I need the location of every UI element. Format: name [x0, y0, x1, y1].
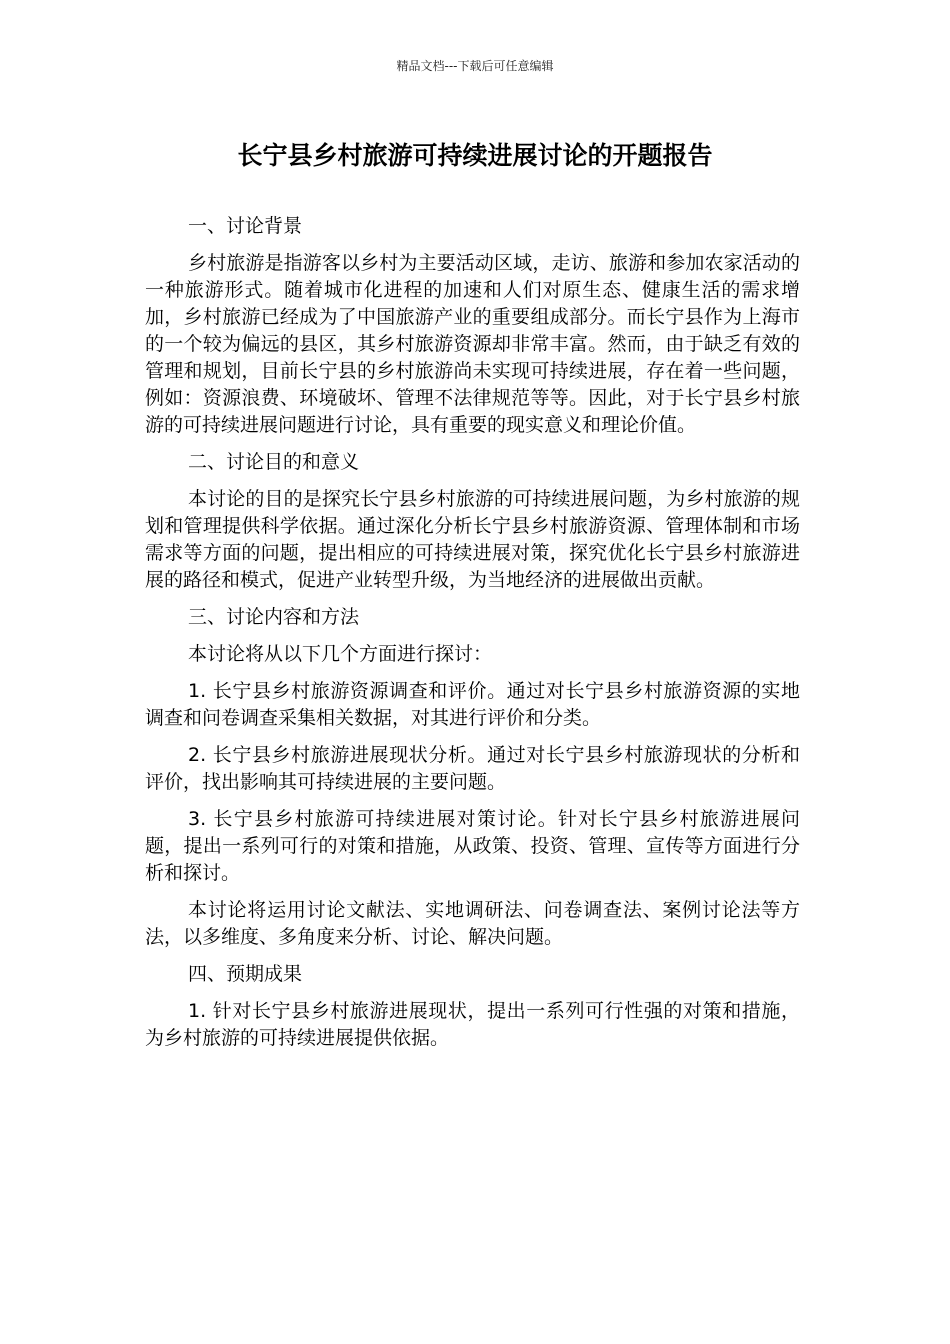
paragraph-background: 乡村旅游是指游客以乡村为主要活动区域，走访、旅游和参加农家活动的一种旅游形式。随着城市化进程的加速和人们对原生态、健康生活的需求增加，乡村旅游已经成为了中国旅游产业的重要组成部分。而长宁县作为上海市的一个较为偏远的县区，其乡村旅游资源却非常丰富。然而，由于缺乏有效的管理和规划，目前长宁县的乡村旅游尚未实现可持续进展，存在着一些问题，例如：资源浪费、环境破坏、管理不法律规范等等。因此，对于长宁县乡村旅游的可持续进展问题进行讨论，具有重要的现实意义和理论价值。 — [145, 252, 800, 436]
list-item-3: 3. 长宁县乡村旅游可持续进展对策讨论。针对长宁县乡村旅游进展问题，提出一系列可行的对策和措施，从政策、投资、管理、宣传等方面进行分析和探讨。 — [145, 808, 800, 884]
paragraph-purpose: 本讨论的目的是探究长宁县乡村旅游的可持续进展问题，为乡村旅游的规划和管理提供科学依据。通过深化分析长宁县乡村旅游资源、管理体制和市场需求等方面的问题，提出相应的可持续进展对策，探究优化长宁县乡村旅游进展的路径和模式，促进产业转型升级，为当地经济的进展做出贡献。 — [145, 488, 800, 591]
header-note: 精品文档---下载后可任意编辑 — [396, 59, 554, 73]
list-item-1: 1. 长宁县乡村旅游资源调查和评价。通过对长宁县乡村旅游资源的实地调查和问卷调查采集相关数据，对其进行评价和分类。 — [145, 680, 800, 729]
paragraph-methods: 本讨论将运用讨论文献法、实地调研法、问卷调查法、案例讨论法等方法，以多维度、多角度来分析、讨论、解决问题。 — [145, 899, 800, 948]
section-heading-content-methods: 三、讨论内容和方法 — [188, 606, 360, 628]
document-body — [145, 213, 800, 1062]
section-heading-purpose: 二、讨论目的和意义 — [188, 451, 360, 473]
section-heading-expected-results: 四、预期成果 — [188, 963, 303, 985]
section-heading-background: 一、讨论背景 — [188, 215, 303, 237]
expected-result-item-1: 1. 针对长宁县乡村旅游进展现状，提出一系列可行性强的对策和措施，为乡村旅游的可持续进展提供依据。 — [145, 1000, 800, 1049]
list-item-2: 2. 长宁县乡村旅游进展现状分析。通过对长宁县乡村旅游现状的分析和评价，找出影响其可持续进展的主要问题。 — [145, 744, 800, 793]
paragraph-content-intro: 本讨论将从以下几个方面进行探讨： — [188, 643, 493, 665]
document-title: 长宁县乡村旅游可持续进展讨论的开题报告 — [237, 141, 713, 170]
